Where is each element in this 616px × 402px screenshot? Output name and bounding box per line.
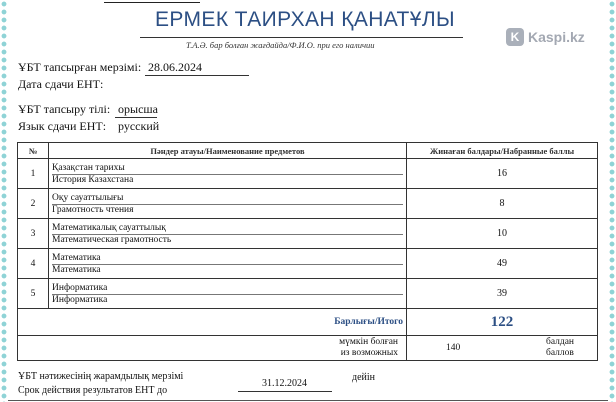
subject-name-kz: Информатика [52,283,403,295]
language-label-kz: ҰБТ тапсыру тілі: [18,102,111,116]
until-label-kz: дейін [352,372,376,383]
top-rule [104,2,200,3]
max-score-label [18,336,407,361]
row-number: 4 [18,249,49,279]
subject-name-kz: Математикалық сауаттылық [52,223,403,235]
max-score-value: 140 [446,343,461,353]
subject-score: 16 [407,159,598,189]
subject-name-ru: Математика [52,264,101,275]
table-row [18,219,598,249]
language-label-ru: Язык сдачи ЕНТ: [18,119,107,133]
holder-name: ЕРМЕК ТАИРХАН ҚАНАТҰЛЫ [154,8,456,31]
validity-label-kz: ҰБТ нәтижесінің жарамдылық мерзімі [18,371,184,382]
decorative-border-left [0,0,8,402]
subject-name-ru: Информатика [52,294,108,305]
total-row [18,309,598,336]
table-row [18,189,598,219]
date-underline [145,75,249,76]
subject-name-ru: История Казахстана [52,174,134,185]
points-word-kz: балдан [545,337,574,347]
bottom-rule [8,400,608,401]
language-underline [115,117,157,118]
subject-name-kz: Математика [52,253,403,265]
subject-name-ru: Грамотность чтения [52,204,134,215]
subject-name-kz: Қазақстан тарихы [52,163,403,175]
subject-cell [49,279,407,309]
table-row [18,249,598,279]
row-number: 1 [18,159,49,189]
row-number: 3 [18,219,49,249]
subject-score: 49 [407,249,598,279]
decorative-border-right [608,0,616,402]
subject-cell [49,249,407,279]
date-value: 28.06.2024 [148,60,202,74]
name-underline [140,37,463,38]
total-score: 122 [407,309,598,336]
validity-date-underline [238,391,332,392]
row-number: 5 [18,279,49,309]
language-value-kz: орысша [118,102,158,116]
results-table [17,142,598,361]
header-subject: Пәндер атауы/Наименование предметов [49,143,407,159]
max-label-ru: из возможных [340,348,398,358]
table-header-row [18,143,598,159]
table-row [18,279,598,309]
subject-cell [49,189,407,219]
max-score-row [18,336,598,361]
points-word [546,337,574,359]
validity-label-ru: Срок действия результатов ЕНТ до [18,385,168,396]
date-label-kz: ҰБТ тапсырған мерзімі: [18,60,142,74]
validity-date: 31.12.2024 [262,378,307,389]
row-number: 2 [18,189,49,219]
kaspi-logo-icon: K [506,28,524,46]
subject-score: 39 [407,279,598,309]
header-score: Жинаған балдары/Набранные баллы [407,143,598,159]
subject-score: 10 [407,219,598,249]
subject-cell [49,219,407,249]
subject-cell [49,159,407,189]
points-word-ru: баллов [545,348,574,358]
kaspi-watermark-text: Kaspi.kz [528,29,585,45]
subject-score: 8 [407,189,598,219]
language-value-ru: русский [118,119,160,133]
max-label-kz: мүмкін болған [339,337,398,347]
subject-name-ru: Математическая грамотность [52,234,172,245]
date-label-ru: Дата сдачи ЕНТ: [18,77,104,91]
kaspi-watermark [506,28,585,46]
subject-name-kz: Оқу сауаттылығы [52,193,403,205]
name-caption: Т.А.Ә. бар болған жағдайда/Ф.И.О. при его наличии [186,40,375,50]
total-label: Барлығы/Итого [18,309,407,336]
table-row [18,159,598,189]
header-number: № [18,143,49,159]
max-score-cell [407,336,598,361]
